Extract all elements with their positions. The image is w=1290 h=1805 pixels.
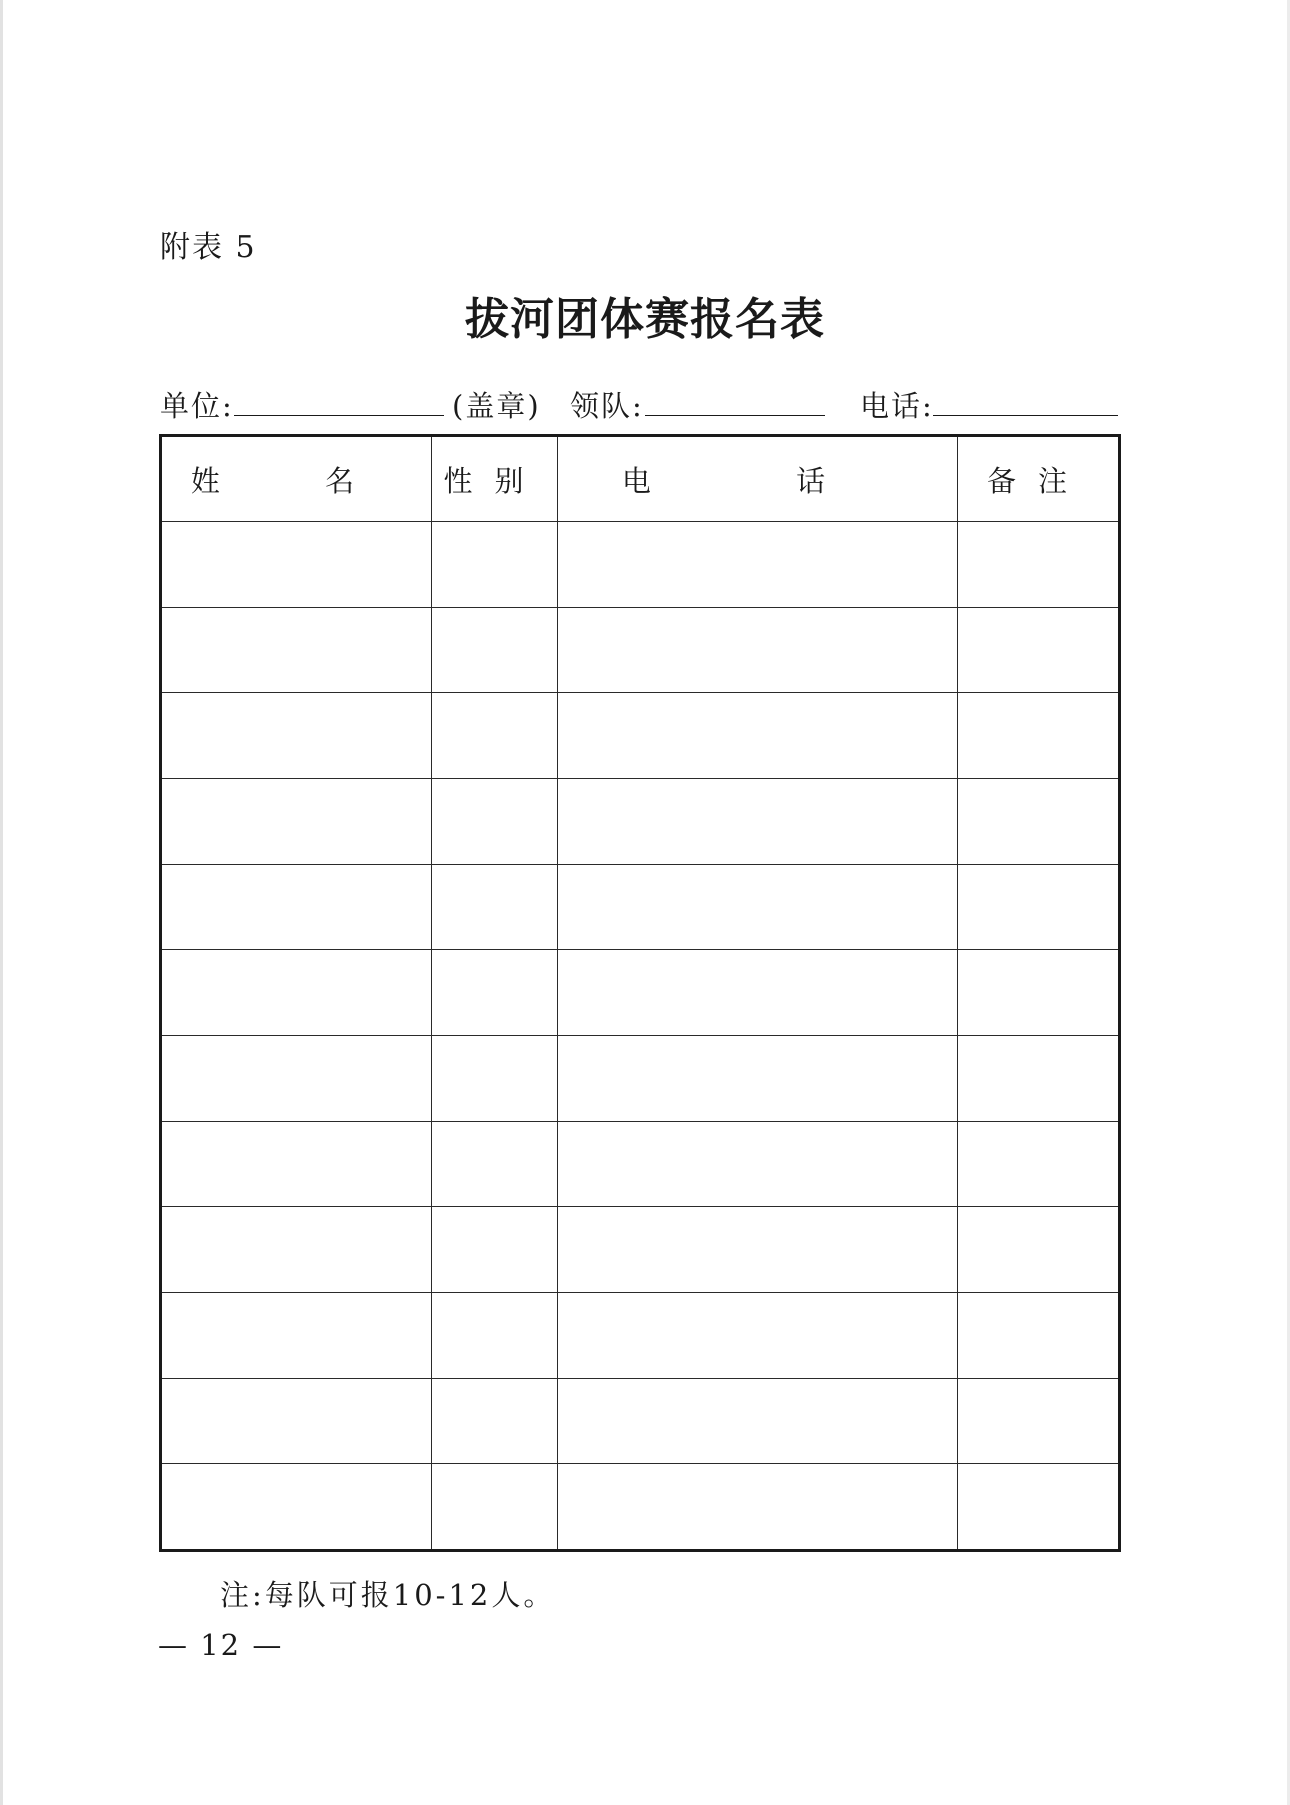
- phone-cell[interactable]: [558, 1292, 958, 1378]
- table-row: [161, 864, 1120, 950]
- gender-cell[interactable]: [432, 864, 558, 950]
- phone-cell[interactable]: [558, 1464, 958, 1551]
- gender-cell[interactable]: [432, 1035, 558, 1121]
- gender-cell[interactable]: [432, 778, 558, 864]
- gender-cell[interactable]: [432, 1292, 558, 1378]
- phone-cell[interactable]: [558, 1035, 958, 1121]
- name-cell[interactable]: [161, 693, 432, 779]
- form-title: 拔河团体赛报名表: [465, 294, 825, 345]
- name-cell[interactable]: [161, 522, 432, 608]
- name-cell[interactable]: [161, 1292, 432, 1378]
- name-cell[interactable]: [161, 950, 432, 1036]
- header-gender: 性别: [432, 436, 558, 522]
- phone-cell[interactable]: [558, 522, 958, 608]
- phone-label: 电话:: [860, 389, 934, 423]
- phone-cell[interactable]: [558, 607, 958, 693]
- seal-label: (盖章): [452, 389, 541, 423]
- unit-label: 单位:: [160, 389, 234, 423]
- table-row: [161, 778, 1120, 864]
- remarks-cell[interactable]: [958, 778, 1120, 864]
- phone-cell[interactable]: [558, 1378, 958, 1464]
- remarks-cell[interactable]: [958, 607, 1120, 693]
- phone-cell[interactable]: [558, 1207, 958, 1293]
- phone-cell[interactable]: [558, 778, 958, 864]
- table-row: [161, 522, 1120, 608]
- phone-cell[interactable]: [558, 1121, 958, 1207]
- remarks-cell[interactable]: [958, 950, 1120, 1036]
- name-cell[interactable]: [161, 1035, 432, 1121]
- remarks-cell[interactable]: [958, 522, 1120, 608]
- remarks-cell[interactable]: [958, 1378, 1120, 1464]
- remarks-cell[interactable]: [958, 1207, 1120, 1293]
- remarks-cell[interactable]: [958, 1035, 1120, 1121]
- page-number: — 12 —: [158, 1628, 284, 1662]
- table-row: [161, 693, 1120, 779]
- name-cell[interactable]: [161, 1378, 432, 1464]
- header-remarks: 备注: [958, 436, 1120, 522]
- gender-cell[interactable]: [432, 1378, 558, 1464]
- form-header-fields: [160, 384, 1120, 424]
- header-name: 姓 名: [161, 436, 432, 522]
- table-row: [161, 1292, 1120, 1378]
- gender-cell[interactable]: [432, 1207, 558, 1293]
- name-cell[interactable]: [161, 1464, 432, 1551]
- remarks-cell[interactable]: [958, 1121, 1120, 1207]
- page-left-edge: [0, 0, 3, 1805]
- gender-cell[interactable]: [432, 1464, 558, 1551]
- header-phone: 电 话: [558, 436, 958, 522]
- gender-cell[interactable]: [432, 1121, 558, 1207]
- leader-label: 领队:: [570, 389, 644, 423]
- leader-blank[interactable]: [645, 415, 825, 416]
- table-row: [161, 950, 1120, 1036]
- table-row: [161, 1207, 1120, 1293]
- form-note: 注:每队可报10-12人。: [220, 1578, 556, 1612]
- table-row: [161, 607, 1120, 693]
- name-cell[interactable]: [161, 778, 432, 864]
- name-cell[interactable]: [161, 607, 432, 693]
- table-row: [161, 1035, 1120, 1121]
- remarks-cell[interactable]: [958, 693, 1120, 779]
- phone-blank[interactable]: [933, 415, 1118, 416]
- gender-cell[interactable]: [432, 693, 558, 779]
- table-row: [161, 1121, 1120, 1207]
- unit-blank[interactable]: [234, 415, 444, 416]
- appendix-label: 附表 5: [160, 230, 257, 265]
- phone-cell[interactable]: [558, 864, 958, 950]
- name-cell[interactable]: [161, 864, 432, 950]
- remarks-cell[interactable]: [958, 1464, 1120, 1551]
- gender-cell[interactable]: [432, 522, 558, 608]
- gender-cell[interactable]: [432, 950, 558, 1036]
- table-row: [161, 1464, 1120, 1551]
- table-row: [161, 1378, 1120, 1464]
- remarks-cell[interactable]: [958, 864, 1120, 950]
- registration-table: [159, 434, 1121, 1552]
- phone-cell[interactable]: [558, 693, 958, 779]
- gender-cell[interactable]: [432, 607, 558, 693]
- table-header-row: [161, 436, 1120, 522]
- phone-cell[interactable]: [558, 950, 958, 1036]
- name-cell[interactable]: [161, 1121, 432, 1207]
- remarks-cell[interactable]: [958, 1292, 1120, 1378]
- name-cell[interactable]: [161, 1207, 432, 1293]
